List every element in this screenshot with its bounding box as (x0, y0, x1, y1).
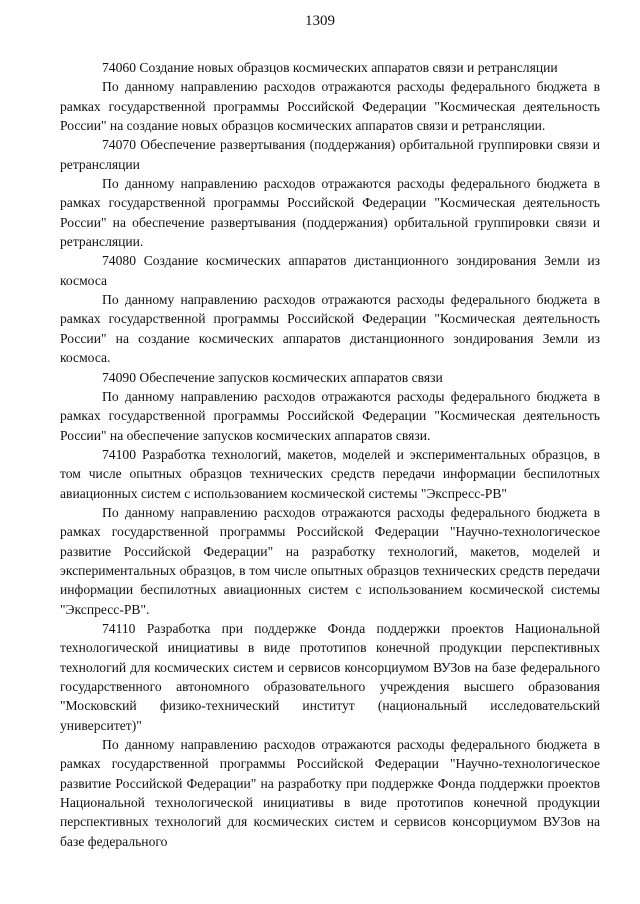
body-paragraph: По данному направлению расходов отражаются расходы федерального бюджета в рамках государственной программы Российской Федерации "Научно-технологическое развитие Российской Федерации" на разработку технологий, макетов, моделей и экспериментальных образцов, в том числе опытных образцов технических средств передачи информации беспилотных авиационных систем с использованием космической системы "Экспресс-РВ". (60, 504, 600, 617)
section-heading-74100: 74100 Разработка технологий, макетов, моделей и экспериментальных образцов, в том числе опытных образцов технических средств передачи информации беспилотных авиационных систем с использованием космической системы "Экспресс-РВ" (60, 446, 600, 501)
page-number: 1309 (305, 13, 335, 29)
section-heading-74060: 74060 Создание новых образцов космических аппаратов связи и ретрансляции (102, 60, 558, 75)
section-heading-74110: 74110 Разработка при поддержке Фонда поддержки проектов Национальной технологической инициативы в виде прототипов конечной продукции перспективных технологий для космических систем и сервисов консорциумом ВУЗов на базе федерального государственного автономного образовательного учреждения высшего образования "Московский физико-технический институт (национальный исследовательский университет)" (60, 620, 600, 733)
body-paragraph: По данному направлению расходов отражаются расходы федерального бюджета в рамках государственной программы Российской Федерации "Космическая деятельность России" на создание космических аппаратов дистанционного зондирования Земли из космоса. (60, 292, 600, 366)
body-paragraph: По данному направлению расходов отражаются расходы федерального бюджета в рамках государственной программы Российской Федерации "Космическая деятельность России" на создание новых образцов космических аппаратов связи и ретрансляции. (60, 79, 600, 134)
body-paragraph: По данному направлению расходов отражаются расходы федерального бюджета в рамках государственной программы Российской Федерации "Научно-технологическое развитие Российской Федерации" на разработку при поддержке Фонда поддержки проектов Национальной технологической инициативы в виде прототипов конечной продукции перспективных технологий для космических систем и сервисов консорциумом ВУЗов на базе федерального (60, 737, 600, 849)
section-heading-74080: 74080 Создание космических аппаратов дистанционного зондирования Земли из космоса (60, 253, 600, 288)
document-body (60, 58, 600, 851)
section-heading-74090: 74090 Обеспечение запусков космических аппаратов связи (102, 369, 443, 385)
body-paragraph: По данному направлению расходов отражаются расходы федерального бюджета в рамках государственной программы Российской Федерации "Космическая деятельность России" на обеспечение развертывания (поддержания) орбитальной группировки связи и ретрансляции. (60, 176, 600, 250)
section-heading-74070: 74070 Обеспечение развертывания (поддержания) орбитальной группировки связи и ретрансляции (60, 137, 600, 172)
body-paragraph: По данному направлению расходов отражаются расходы федерального бюджета в рамках государственной программы Российской Федерации "Космическая деятельность России" на обеспечение запусков космических аппаратов связи. (60, 388, 600, 443)
